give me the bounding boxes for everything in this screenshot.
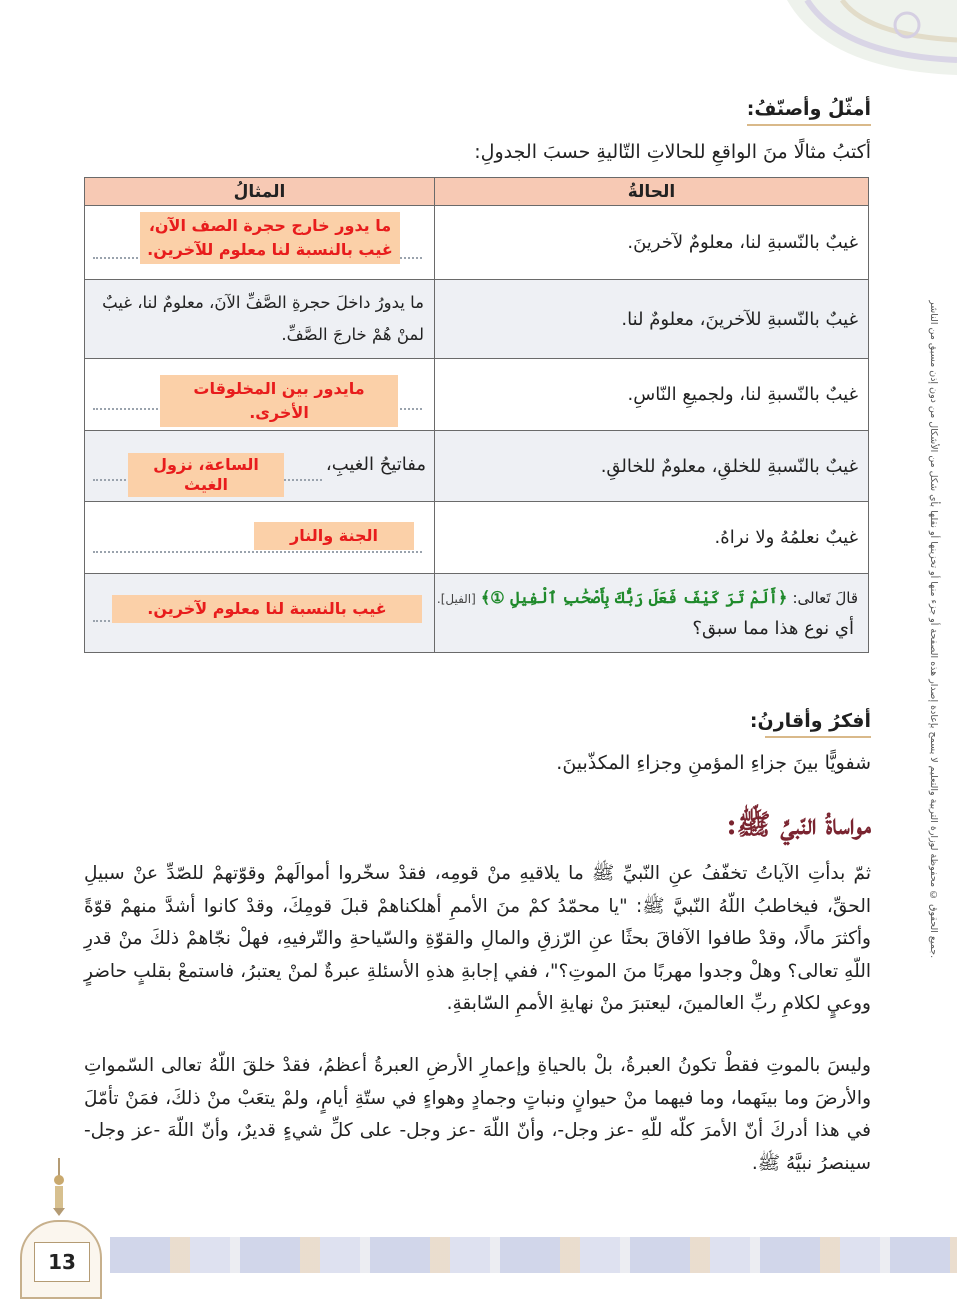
page-number: 13: [34, 1242, 90, 1282]
example-cell[interactable]: [85, 574, 435, 653]
table-row: [85, 431, 869, 502]
lantern-ornament: [49, 1158, 69, 1218]
heading-underline: [765, 736, 871, 738]
answer-note: ما يدور خارج حجرة الصف الآن، غيب بالنسبة لنا معلوم للآخرين.: [140, 212, 400, 264]
case-cell: غيبٌ بالنّسبةِ لنا، معلومٌ لآخرينَ.: [435, 206, 869, 280]
example-text: مفاتيحُ الغيبِ،: [322, 449, 426, 481]
quran-verse: ﴿أَلَمْ تَرَ كَيْفَ فَعَلَ رَبُّكَ بِأَصْحَٰبِ ٱلْفِيلِ ①﴾: [480, 587, 788, 607]
case-cell: غيبٌ نعلمُهُ ولا نراهُ.: [435, 502, 869, 574]
heading-underline: [747, 124, 871, 126]
copyright-side-note: جميع الحقوق © محفوظة لوزارة التربية والتعليم لا يسمح بإعادة إصدار هذه الصفحة أو جزء منها أو تخزينها أو نقلها بأي شكل من الأشكال من دون إذن مسبق من الناشر.: [928, 300, 939, 959]
table-row: [85, 280, 869, 359]
section-heading-examples: أمثّلُ وأصنّفُ:: [746, 98, 871, 120]
example-cell[interactable]: [85, 502, 435, 574]
compare-text: شفويًّا بينَ جزاءِ المؤمنِ وجزاءِ المكذّبينَ.: [556, 752, 871, 774]
case-cell: غيبٌ بالنّسبةِ للآخرينَ، معلومٌ لنا.: [435, 280, 869, 359]
section-heading-compare: أفكرُ وأقارنُ:: [749, 710, 871, 732]
section-intro: أكتبُ مثالًا منَ الواقعِ للحالاتِ التّاليةِ حسبَ الجدولِ:: [474, 141, 871, 163]
table-row: [85, 206, 869, 280]
answer-note: غيب بالنسبة لنا معلوم لآخرين.: [112, 595, 422, 623]
example-cell[interactable]: [85, 206, 435, 280]
case-cell: [435, 574, 869, 653]
case-cell: غيبٌ بالنّسبةِ لنا، ولجميعِ النّاسِ.: [435, 359, 869, 431]
column-header-case: الحالةُ: [435, 178, 869, 206]
example-cell[interactable]: [85, 280, 435, 359]
body-paragraph: وليسَ بالموتِ فقطْ تكونُ العبرةُ، بلْ بالحياةِ وإعمارِ الأرضِ العبرةُ أعظمُ، فقدْ خلقَ اللّهُ تعالى السّمواتِ والأرضَ وما بينَهما، وما فيهما منْ حيوانٍ ونباتٍ وجمادٍ وهواءٍ في ستّةِ أيامٍ، ولمْ يتعَبْ منْ ذلكَ، فمَنْ تأمّلَ في هذا أدركَ أنّ الأمرَ كلّه للّهِ -عز وجل-، وأنّ اللّهَ -عز وجل- على كلِّ شيءٍ قديرٌ، وأنّ اللّهَ -عز وجل- سينصرُ نبيَّهُ ﷺ.: [84, 1055, 871, 1174]
corner-ornament: [787, 0, 957, 80]
table-row: [85, 502, 869, 574]
ayah-intro: قالَ تَعالى:: [792, 588, 858, 607]
column-header-example: المثالُ: [85, 178, 435, 206]
example-cell[interactable]: [85, 359, 435, 431]
answer-note: مايدور بين المخلوقات الأخرى.: [160, 375, 398, 427]
answer-note: الساعة، نزول الغيث: [128, 453, 284, 497]
verse-reference: [الفيل].: [436, 591, 476, 606]
page-footer: [0, 1210, 957, 1297]
example-text: ما يدورُ داخلَ حجرةِ الصَّفِّ الآنَ، معلومٌ لنا، غيبٌ لمنْ هُمْ خارجَ الصَّفِّ.: [102, 293, 424, 344]
decorative-band: [110, 1237, 957, 1273]
answer-note: الجنة والنار: [254, 522, 414, 550]
table-row: [85, 574, 869, 653]
case-question: أي نوع هذا مما سبق؟: [692, 617, 854, 639]
cases-table: [84, 177, 869, 653]
answer-line: [93, 551, 422, 553]
body-paragraph: ثمّ بدأتِ الآياتُ تخفّفُ عنِ النّبيِّ ﷺ ما يلاقيهِ منْ قومِه، فقدْ سخّروا أموالَهمْ وقوّتهمْ للصّدِّ عنْ سبيلِ الحقِّ، فيخاطبُ اللّهُ النّبيَّ ﷺ: "يا محمّدُ كمْ منَ الأممِ أهلكناهمْ قبلَ قومِكَ، وقدْ كانوا أشدَّ منهمْ قوّةً وأكثرَ مالًا، وقدْ طافوا الآفاقَ بحثًا عنِ الرّزقِ والمالِ والقوّةِ والسّياحةِ والتّرفيهِ، فهلْ نجّاهمْ ذلكَ منْ قدرِ اللّهِ تعالى؟ وهلْ وجدوا مهربًا منَ الموتِ؟"، ففي إجابةِ هذهِ الأسئلةِ عبرةٌ لمنْ يعتبرُ، فاستمعْ بقلبٍ حاضرٍ ووعيٍ لكلامِ ربِّ العالمينَ، ليعتبرَ منْ نهايةِ الأممِ السّابقةِ.: [84, 863, 871, 1014]
lesson-title: مواساةُ النّبيِّ ﷺ:: [726, 808, 871, 841]
case-cell: غيبٌ بالنّسبةِ للخلقِ، معلومٌ للخالقِ.: [435, 431, 869, 502]
example-cell[interactable]: [85, 431, 435, 502]
table-row: [85, 359, 869, 431]
